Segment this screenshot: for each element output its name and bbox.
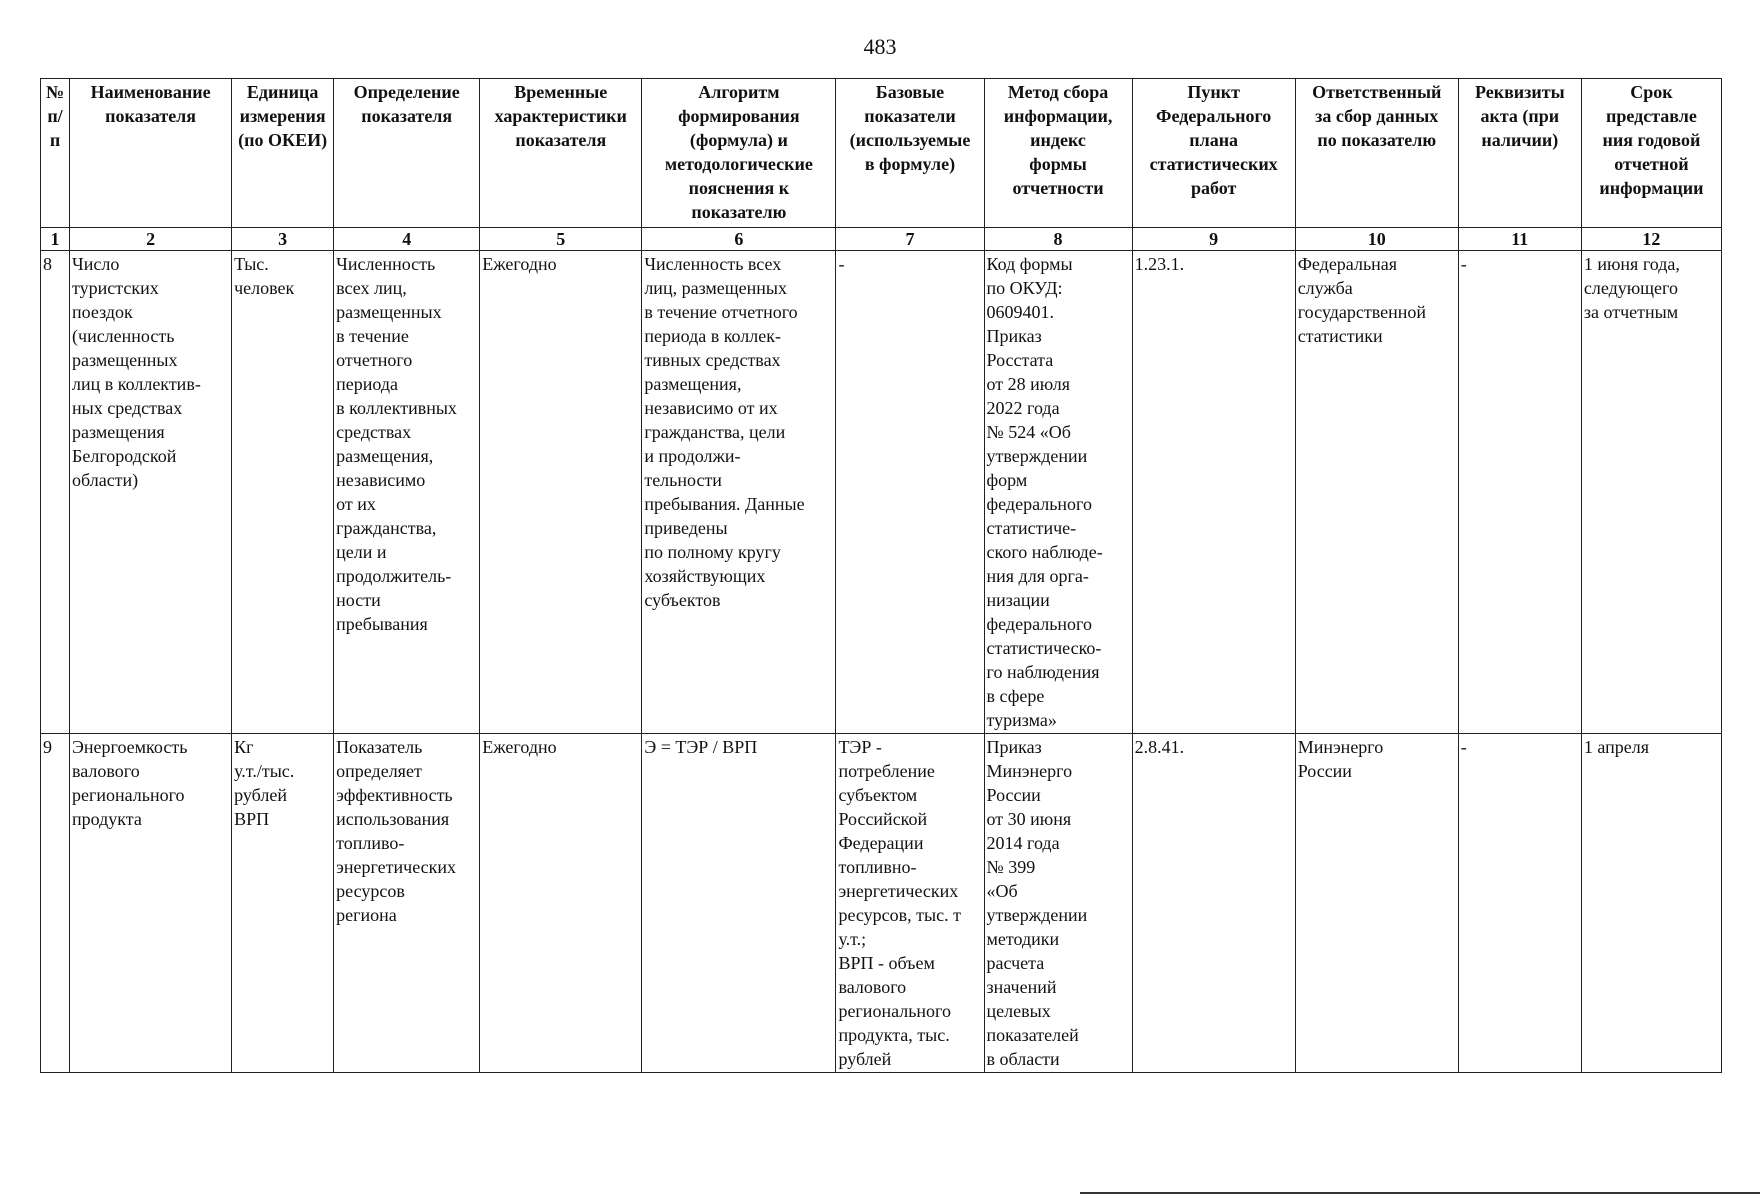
header-cell-collection-method: Метод сбора информации, индекс формы отчетности <box>984 79 1132 228</box>
bottom-scan-rule <box>1080 1192 1760 1194</box>
cell-base-indicators: ТЭР - потребление субъектом Российской Федерации топливно- энергетических ресурсов, тыс. т у.т.; ВРП - объем валового регионального продукта, тыс. рублей <box>836 734 984 1073</box>
header-row <box>41 79 1722 228</box>
column-number: 3 <box>232 228 334 251</box>
column-number: 11 <box>1458 228 1581 251</box>
column-number: 2 <box>70 228 232 251</box>
header-cell-algorithm: Алгоритм формирования (формула) и методологические пояснения к показателю <box>642 79 836 228</box>
header-cell-definition: Определение показателя <box>334 79 480 228</box>
cell-deadline: 1 июня года, следующего за отчетным <box>1581 251 1721 734</box>
cell-algorithm: Э = ТЭР / ВРП <box>642 734 836 1073</box>
column-number: 4 <box>334 228 480 251</box>
column-number: 6 <box>642 228 836 251</box>
column-number: 7 <box>836 228 984 251</box>
cell-responsible: Федеральная служба государственной статистики <box>1295 251 1458 734</box>
cell-collection-method: Код формы по ОКУД: 0609401. Приказ Росстата от 28 июля 2022 года № 524 «Об утверждении форм федерального статистиче- ского наблюде- ния для орга- низации федерального статистическо- го наблюдения в сфере туризма» <box>984 251 1132 734</box>
header-cell-name: Наименование показателя <box>70 79 232 228</box>
column-number: 5 <box>480 228 642 251</box>
header-cell-federal-plan-item: Пункт Федерального плана статистических работ <box>1132 79 1295 228</box>
cell-act-details: - <box>1458 251 1581 734</box>
cell-collection-method: Приказ Минэнерго России от 30 июня 2014 года № 399 «Об утверждении методики расчета значений целевых показателей в области <box>984 734 1132 1073</box>
cell-algorithm: Численность всех лиц, размещенных в течение отчетного периода в коллек- тивных средствах размещения, независимо от их гражданства, цели и продолжи- тельности пребывания. Данные приведены по полному кругу хозяйствующих субъектов <box>642 251 836 734</box>
column-numbers-row <box>41 228 1722 251</box>
cell-unit: Тыс. человек <box>232 251 334 734</box>
column-number: 10 <box>1295 228 1458 251</box>
column-number: 8 <box>984 228 1132 251</box>
cell-unit: Кг у.т./тыс. рублей ВРП <box>232 734 334 1073</box>
header-cell-base-indicators: Базовые показатели (используемые в формуле) <box>836 79 984 228</box>
table-row <box>41 251 1722 734</box>
cell-responsible: Минэнерго России <box>1295 734 1458 1073</box>
cell-federal-plan-item: 2.8.41. <box>1132 734 1295 1073</box>
cell-base-indicators: - <box>836 251 984 734</box>
cell-act-details: - <box>1458 734 1581 1073</box>
header-cell-unit: Единица измерения (по ОКЕИ) <box>232 79 334 228</box>
header-cell-responsible: Ответственный за сбор данных по показателю <box>1295 79 1458 228</box>
column-number: 1 <box>41 228 70 251</box>
header-cell-number: № п/п <box>41 79 70 228</box>
page-number: 483 <box>863 34 897 59</box>
cell-definition: Показатель определяет эффективность использования топливо- энергетических ресурсов региона <box>334 734 480 1073</box>
cell-time-characteristics: Ежегодно <box>480 251 642 734</box>
column-number: 12 <box>1581 228 1721 251</box>
cell-name: Число туристских поездок (численность размещенных лиц в коллектив- ных средствах размещения Белгородской области) <box>70 251 232 734</box>
cell-name: Энергоемкость валового регионального продукта <box>70 734 232 1073</box>
cell-definition: Численность всех лиц, размещенных в течение отчетного периода в коллективных средствах размещения, независимо от их гражданства, цели и продолжитель- ности пребывания <box>334 251 480 734</box>
cell-number: 9 <box>41 734 70 1073</box>
cell-federal-plan-item: 1.23.1. <box>1132 251 1295 734</box>
header-cell-deadline: Срок представле ния годовой отчетной информации <box>1581 79 1721 228</box>
header-cell-time-characteristics: Временные характеристики показателя <box>480 79 642 228</box>
header-cell-act-details: Реквизиты акта (при наличии) <box>1458 79 1581 228</box>
cell-number: 8 <box>41 251 70 734</box>
cell-time-characteristics: Ежегодно <box>480 734 642 1073</box>
table-row <box>41 734 1722 1073</box>
cell-deadline: 1 апреля <box>1581 734 1721 1073</box>
indicators-table <box>40 78 1722 1073</box>
column-number: 9 <box>1132 228 1295 251</box>
